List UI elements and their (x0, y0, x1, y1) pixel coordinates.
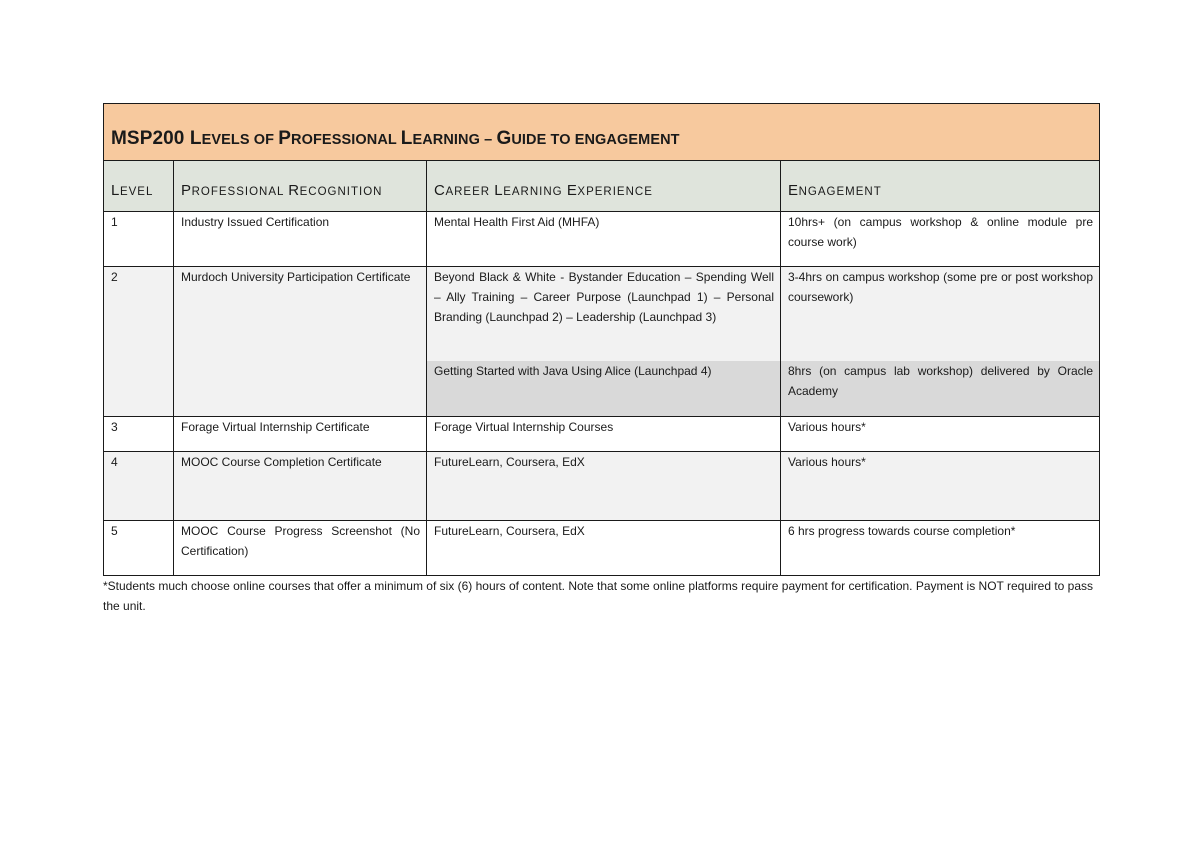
engagement-value: Various hours* (788, 420, 866, 434)
cell-experience (427, 417, 781, 452)
cell-level (104, 417, 174, 452)
experience-value-secondary: Getting Started with Java Using Alice (Launchpad 4) (427, 361, 780, 416)
cell-recognition (174, 452, 427, 521)
header-text: ROFESSIONAL (191, 186, 289, 198)
header-text: R (288, 182, 300, 199)
level-value: 2 (111, 270, 118, 284)
table-row (104, 521, 1100, 576)
header-professional-recognition (174, 161, 427, 212)
cell-recognition (174, 417, 427, 452)
header-text: E (788, 182, 799, 199)
engagement-guide-table (103, 103, 1100, 576)
header-level (104, 161, 174, 212)
table-row (104, 212, 1100, 267)
experience-value: Mental Health First Aid (MHFA) (434, 215, 600, 229)
cell-experience (427, 521, 781, 576)
cell-level (104, 267, 174, 417)
header-engagement (781, 161, 1100, 212)
title-part: P (278, 128, 292, 149)
title-row (104, 104, 1100, 161)
level-value: 4 (111, 455, 118, 469)
engagement-value-secondary: 8hrs (on campus lab workshop) delivered by Oracle Academy (781, 361, 1099, 416)
cell-engagement (781, 521, 1100, 576)
cell-engagement (781, 452, 1100, 521)
header-text: L (111, 182, 120, 199)
experience-value: FutureLearn, Coursera, EdX (434, 524, 585, 538)
cell-experience (427, 452, 781, 521)
engagement-value: 10hrs+ (on campus workshop & online module pre course work) (788, 215, 1093, 249)
experience-value: Beyond Black & White - Bystander Education – Spending Well – Ally Training – Career Purpose (Launchpad 1) – Personal Branding (Launchpad 2) – Leadership (Launchpad 3) (434, 270, 774, 324)
header-text: NGAGEMENT (798, 186, 882, 198)
cell-level (104, 212, 174, 267)
cell-recognition (174, 267, 427, 417)
cell-level (104, 452, 174, 521)
document-page (103, 103, 1099, 616)
header-text: E (566, 182, 578, 199)
title-part: EVELS OF (201, 132, 279, 148)
cell-experience (427, 212, 781, 267)
cell-recognition (174, 212, 427, 267)
title-part: G (496, 128, 512, 149)
table-row (104, 267, 1100, 417)
cell-engagement (781, 212, 1100, 267)
header-text: L (494, 182, 504, 199)
table-row (104, 452, 1100, 521)
level-value: 1 (111, 215, 118, 229)
cell-experience (427, 267, 781, 417)
header-text: P (181, 182, 192, 199)
header-text: EVEL (119, 186, 154, 198)
cell-engagement (781, 417, 1100, 452)
recognition-value: Industry Issued Certification (181, 215, 330, 229)
title-part: EARNING – (412, 132, 497, 148)
level-value: 3 (111, 420, 118, 434)
engagement-value: Various hours* (788, 455, 866, 469)
footnote: *Students much choose online courses that offer a minimum of six (6) hours of content. Note that some online platforms require payment for certification. Payment is NOT required to pass the unit. (103, 579, 1094, 613)
table-row (104, 417, 1100, 452)
recognition-value: Forage Virtual Internship Certificate (181, 420, 370, 434)
table-title (104, 127, 1099, 160)
title-code: MSP200 (111, 128, 185, 149)
title-part: L (189, 128, 202, 149)
header-career-learning-experience (427, 161, 781, 212)
title-part: UIDE TO ENGAGEMENT (511, 132, 680, 148)
header-text: XPERIENCE (577, 186, 653, 198)
experience-value: Forage Virtual Internship Courses (434, 420, 614, 434)
cell-engagement (781, 267, 1100, 417)
recognition-value: MOOC Course Completion Certificate (181, 455, 382, 469)
recognition-value: Murdoch University Participation Certificate (181, 270, 411, 284)
engagement-value: 6 hrs progress towards course completion* (788, 524, 1016, 538)
header-text: ECOGNITION (299, 186, 383, 198)
cell-level (104, 521, 174, 576)
cell-recognition (174, 521, 427, 576)
header-text: EARNING (503, 186, 567, 198)
title-part: ROFESSIONAL (291, 132, 401, 148)
header-text: AREER (445, 186, 495, 198)
header-row (104, 161, 1100, 212)
experience-value: FutureLearn, Coursera, EdX (434, 455, 585, 469)
level-value: 5 (111, 524, 118, 538)
title-cell (104, 104, 1100, 161)
title-part: L (400, 128, 413, 149)
recognition-value: MOOC Course Progress Screenshot (No Certification) (181, 524, 420, 558)
engagement-value: 3-4hrs on campus workshop (some pre or post workshop coursework) (788, 270, 1093, 304)
header-text: C (434, 182, 446, 199)
